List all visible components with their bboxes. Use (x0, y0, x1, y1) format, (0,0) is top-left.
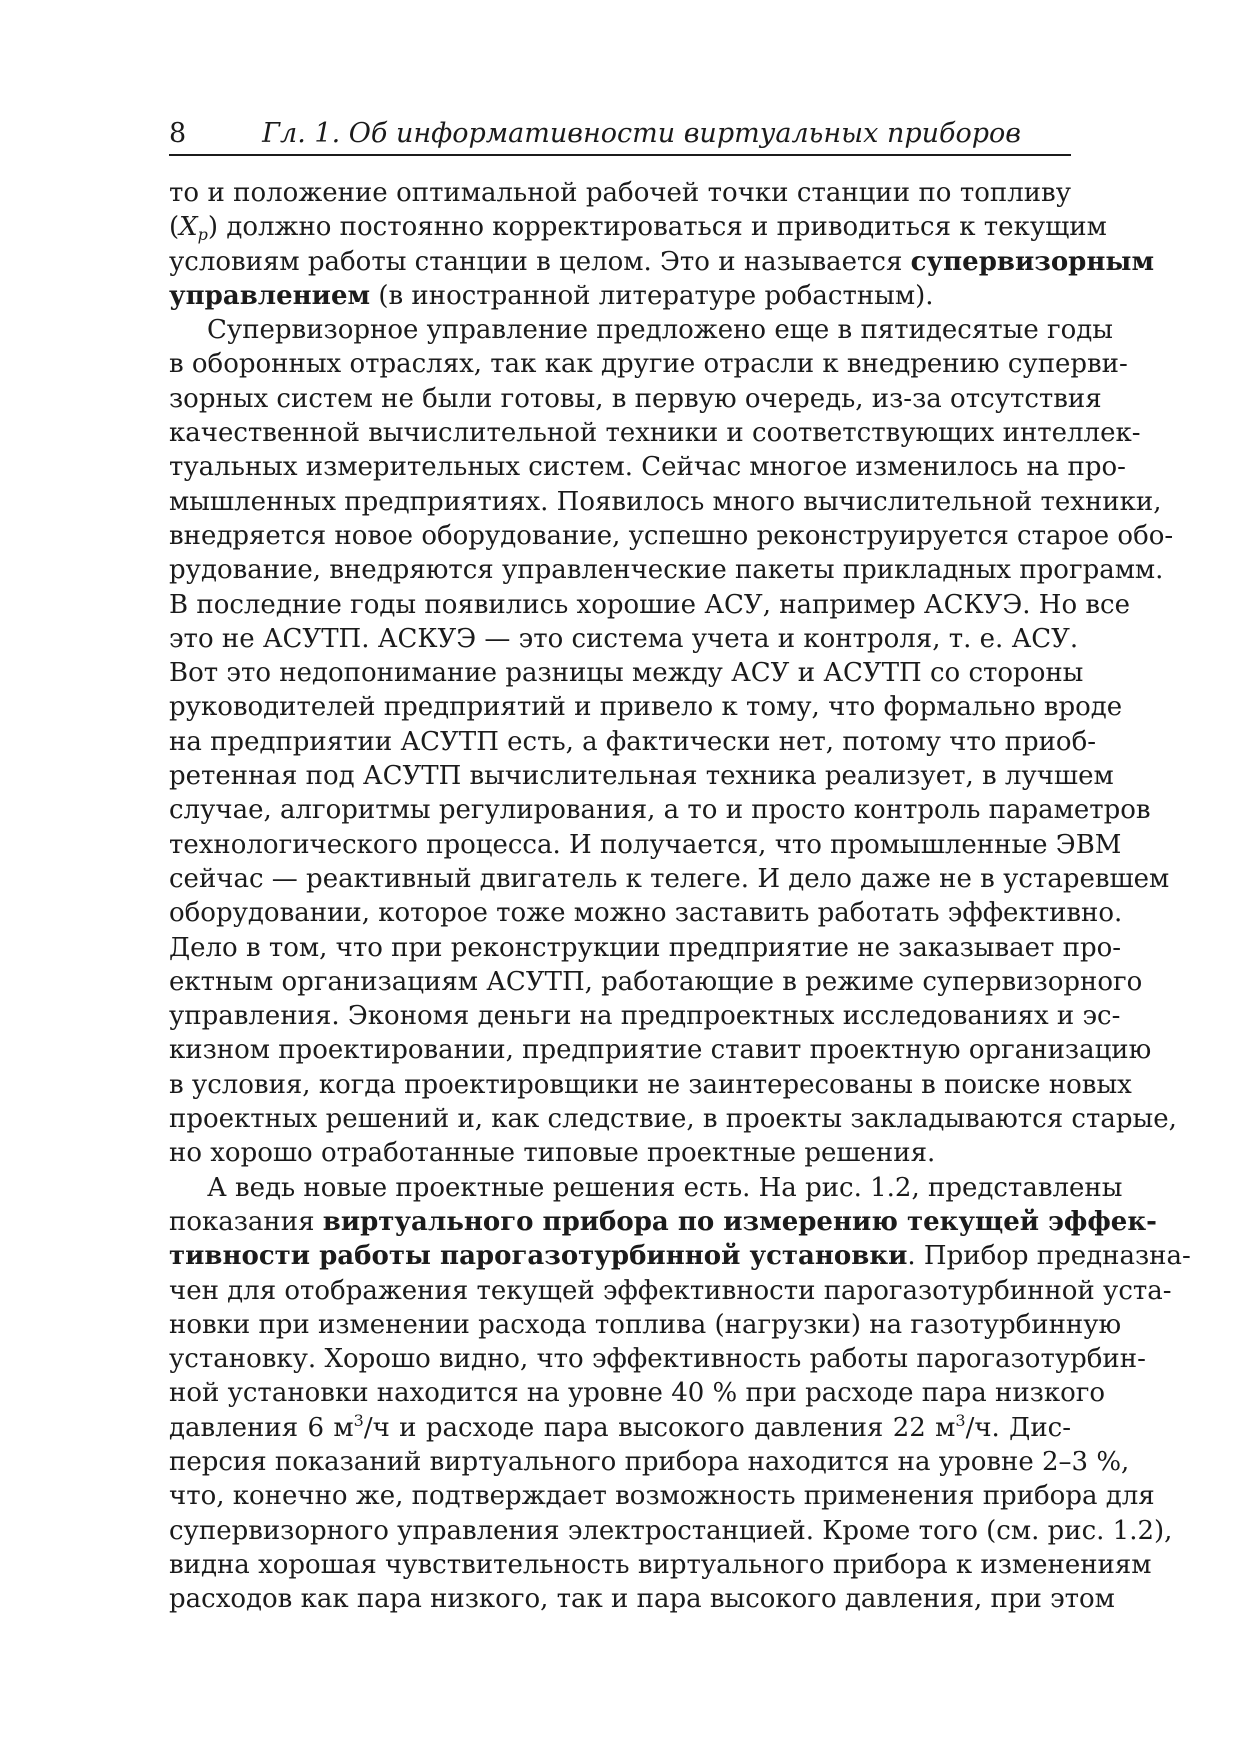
superscript: 3 (955, 1410, 966, 1430)
text-run: /ч. Дис- (965, 1412, 1071, 1443)
text-line: случае, алгоритмы регулирования, а то и просто контроль параметров (169, 795, 1151, 826)
text-line: внедряется новое оборудование, успешно реконструируется старое обо- (169, 520, 1174, 551)
text-line: управления. Экономя деньги на предпроектных исследованиях и эс- (169, 1001, 1121, 1032)
text-line: ретенная под АСУТП вычислительная техника реализует, в лучшем (169, 761, 1114, 792)
text-line (169, 279, 1071, 313)
text-line: Супервизорное управление предложено еще в пятидесятые годы (207, 315, 1113, 346)
paragraph-2 (169, 313, 1177, 1170)
text-run: давления 6 м (169, 1412, 354, 1443)
bold-term: супервизорным (910, 246, 1155, 277)
math-subscript: p (197, 225, 208, 245)
text-line: кизном проектировании, предприятие ставит проектную организацию (169, 1035, 1152, 1066)
text-line: но хорошо отработанные типовые проектные решения. (169, 1138, 936, 1169)
math-symbol: X (179, 212, 198, 243)
text-line: рудование, внедряются управленческие пакеты прикладных программ. (169, 555, 1164, 586)
text-line: зорных систем не были готовы, в первую очередь, из-за отсутствия (169, 383, 1102, 414)
text-line: супервизорного управления электростанцией. Кроме того (см. рис. 1.2), (169, 1515, 1173, 1546)
text-line (169, 245, 1155, 279)
text-line: мышленных предприятиях. Появилось много вычислительной техники, (169, 486, 1162, 517)
running-title: Гл. 1. Об информативности виртуальных приборов (262, 118, 1021, 149)
text-line: Дело в том, что при реконструкции предприятие не заказывает про- (169, 932, 1122, 963)
text-line: в условия, когда проектировщики не заинтересованы в поиске новых (169, 1069, 1132, 1100)
text-line: туальных измерительных систем. Сейчас многое изменилось на про- (169, 452, 1126, 483)
text-line (169, 1205, 1157, 1239)
text-line: персия показаний виртуального прибора находится на уровне 2–3 %, (169, 1446, 1130, 1477)
text-line: видна хорошая чувствительность виртуального прибора к изменениям (169, 1549, 1152, 1580)
body-text (169, 176, 1191, 1616)
page-number: 8 (169, 118, 187, 149)
text-line: это не АСУТП. АСКУЭ — это система учета и контроля, т. е. АСУ. (169, 623, 1079, 654)
paragraph-3 (169, 1171, 1191, 1617)
text-line: руководителей предприятий и привело к тому, что формально вроде (169, 692, 1123, 723)
bold-term: управлением (169, 280, 371, 311)
text-line: сейчас — реактивный двигатель к телеге. И дело даже не в устаревшем (169, 863, 1170, 894)
text-line: в оборонных отраслях, так как другие отрасли к внедрению суперви- (169, 349, 1128, 380)
text-run: должно постоянно корректироваться и приводиться к текущим (218, 212, 1107, 243)
math-variable (179, 212, 208, 245)
text-run: условиям работы станции в целом. Это и называется (169, 246, 911, 277)
bold-term: виртуального прибора по измерению текущей эффек- (322, 1206, 1157, 1237)
text-line (169, 1411, 1071, 1445)
text-line: что, конечно же, подтверждает возможность применения прибора для (169, 1481, 1155, 1512)
text-line: установку. Хорошо видно, что эффективность работы парогазотурбин- (169, 1344, 1146, 1375)
text-line: $(X_p)$ должно постоянно корректироваться и приводиться к текущим (169, 212, 1107, 245)
text-line: новки при изменении расхода топлива (нагрузки) на газотурбинную (169, 1309, 1122, 1340)
text-line: чен для отображения текущей эффективности парогазотурбинной уста- (169, 1275, 1172, 1306)
text-line: В последние годы появились хорошие АСУ, например АСКУЭ. Но все (169, 589, 1130, 620)
text-line: А ведь новые проектные решения есть. На рис. 1.2, представлены (207, 1172, 1123, 1203)
text-line: качественной вычислительной техники и соответствующих интеллек- (169, 418, 1141, 449)
text-line: оборудовании, которое тоже можно заставить работать эффективно. (169, 898, 1123, 929)
text-line: Вот это недопонимание разницы между АСУ и АСУТП со стороны (169, 658, 1084, 689)
text-line: проектных решений и, как следствие, в проекты закладываются старые, (169, 1104, 1177, 1135)
text-line: то и положение оптимальной рабочей точки станции по топливу (169, 178, 1071, 208)
text-run: показания (169, 1206, 323, 1237)
text-run: . Прибор предназна- (907, 1241, 1191, 1272)
text-run: /ч и расходе пара высокого давления 22 м (363, 1412, 956, 1443)
text-line: расходов как пара низкого, так и пара высокого давления, при этом (169, 1584, 1115, 1615)
page-header (169, 112, 1071, 156)
text-line: ектным организациям АСУТП, работающие в режиме супервизорного (169, 966, 1143, 997)
text-run: (в иностранной литературе робастным). (370, 280, 934, 311)
text-line (169, 1239, 1191, 1273)
paragraph-1 (169, 176, 1155, 313)
text-line: на предприятии АСУТП есть, а фактически нет, потому что приоб- (169, 726, 1097, 757)
superscript: 3 (353, 1410, 364, 1430)
bold-term: тивности работы парогазотурбинной установки (169, 1241, 908, 1272)
text-line: ной установки находится на уровне 40 % при расходе пара низкого (169, 1378, 1106, 1409)
text-line: технологического процесса. И получается, что промышленные ЭВМ (169, 829, 1122, 860)
